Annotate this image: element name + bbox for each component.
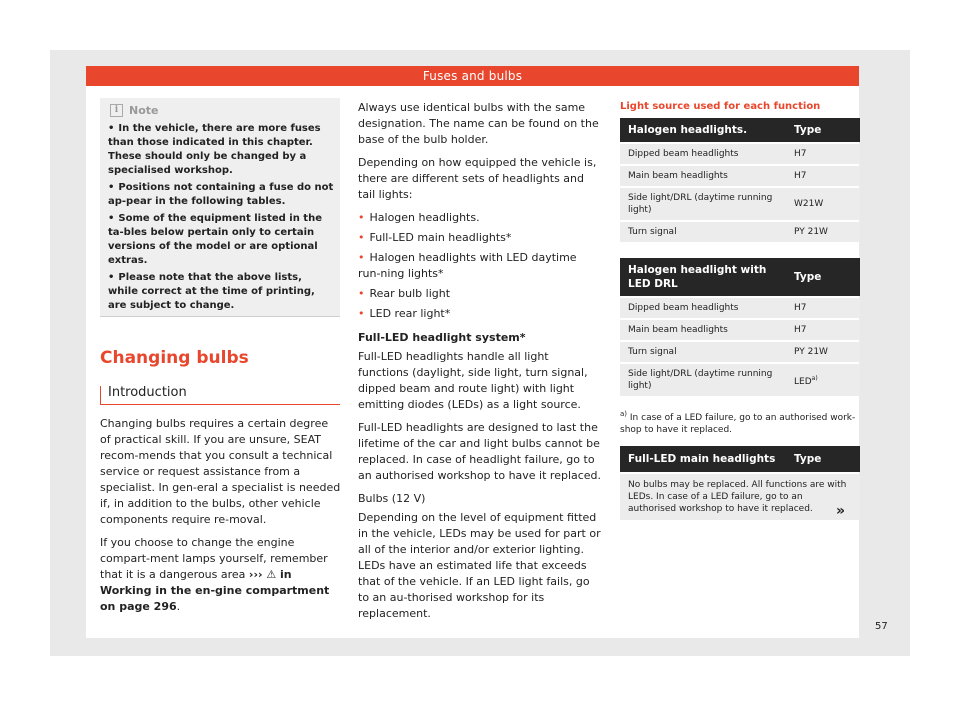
table-cell: Main beam headlights <box>620 166 786 186</box>
footnote-mark: a) <box>620 410 628 418</box>
table-header: Halogen headlights. <box>620 118 786 142</box>
paragraph: Changing bulbs requires a certain degree of practical skill. If you are unsure, SEAT recom-mends that you consult a technical service or request assistance from a specialist. In gen-eral a specialist is needed if, in addition to the bulbs, other vehicle components require re-moval. <box>100 417 341 526</box>
table-row <box>620 320 860 340</box>
cell-text: LED <box>794 376 812 387</box>
left-column <box>100 416 342 622</box>
note-heading <box>110 104 158 117</box>
list-item: • Halogen headlights with LED daytime run-ning lights* <box>358 250 602 282</box>
table-cell <box>786 364 860 396</box>
table-cell: H7 <box>786 144 860 164</box>
paragraph: Always use identical bulbs with the same designation. The name can be found on the base of the bulb holder. <box>358 101 599 146</box>
table-cell: PY 21W <box>786 222 860 242</box>
table-header: Full-LED main headlights <box>620 446 786 472</box>
table-row <box>620 364 860 396</box>
note-list <box>108 122 334 316</box>
table-row <box>620 188 860 220</box>
note-item: • In the vehicle, there are more fuses than those indicated in this chapter. These should only be changed by a specialised workshop. <box>108 122 334 178</box>
info-icon: i <box>110 104 123 117</box>
table-cell: H7 <box>786 298 860 318</box>
subheading: Full-LED headlight system* <box>358 331 526 344</box>
table-cell: H7 <box>786 166 860 186</box>
list-item: • Full-LED main headlights* <box>358 230 602 246</box>
footnote-text: In case of a LED failure, go to an authorised work-shop to have it replaced. <box>620 413 856 435</box>
table-cell: Dipped beam headlights <box>620 144 786 164</box>
table-cell: Side light/DRL (daytime running light) <box>620 188 786 220</box>
full-led-table <box>620 444 860 522</box>
table-header: Type <box>786 258 860 296</box>
table-cell: H7 <box>786 320 860 340</box>
paragraph-end: . <box>176 600 181 613</box>
paragraph: Depending on the level of equipment fitted in the vehicle, LEDs may be used for part or all of the interior and/or exterior lighting. LEDs have an estimated life that exceeds that of the vehicle. If an LED light fails, go to an au-thorised workshop for its replacement. <box>358 511 601 620</box>
paragraph: Full-LED headlights are designed to last the lifetime of the car and light bulbs cannot be replaced. In case of headlight failure, go to an authorised workshop to have it replaced. <box>358 421 602 482</box>
table-cell: Dipped beam headlights <box>620 298 786 318</box>
table-cell: Side light/DRL (daytime running light) <box>620 364 786 396</box>
halogen-led-drl-table <box>620 256 860 398</box>
table-header: Halogen headlight with LED DRL <box>620 258 786 296</box>
note-item: • Please note that the above lists, while correct at the time of printing, are subject to change. <box>108 271 334 313</box>
list-item: • LED rear light* <box>358 306 602 322</box>
paragraph <box>100 535 342 615</box>
paragraph-text: If you choose to change the engine compart-ment lamps yourself, remember that it is a dangerous area <box>100 536 328 581</box>
table-row <box>620 474 860 520</box>
table-row <box>620 298 860 318</box>
halogen-table <box>620 116 860 244</box>
table-cell: Main beam headlights <box>620 320 786 340</box>
footnote-ref: a) <box>811 374 818 382</box>
cross-reference-link[interactable]: ››› ⚠ in Working in the en-gine compartment on page 296 <box>100 568 330 613</box>
section-title: Changing bulbs <box>100 348 249 368</box>
table-header: Type <box>786 446 860 472</box>
table-row <box>620 342 860 362</box>
paragraph: Full-LED headlights handle all light functions (daylight, side light, turn signal, dipped beam and route light) with light emitting diodes (LEDs) as a light source. <box>358 350 588 411</box>
list-item: • Rear bulb light <box>358 286 602 302</box>
middle-column <box>358 100 602 629</box>
subheading: Bulbs (12 V) <box>358 492 426 505</box>
subsection-title: Introduction <box>108 385 187 400</box>
table-cell: Turn signal <box>620 342 786 362</box>
table-cell: PY 21W <box>786 342 860 362</box>
table-cell: No bulbs may be replaced. All functions are with LEDs. In case of a LED failure, go to an authorised workshop to have it replaced. <box>620 474 860 520</box>
page-number: 57 <box>875 621 888 632</box>
note-label: Note <box>129 104 159 117</box>
table-row <box>620 166 860 186</box>
table-header: Type <box>786 118 860 142</box>
footnote <box>620 408 858 436</box>
note-item: • Some of the equipment listed in the ta-bles below pertain only to certain versions of the model or are optional extras. <box>108 212 334 268</box>
table-row <box>620 222 860 242</box>
note-box <box>100 98 340 317</box>
list-item: • Halogen headlights. <box>358 210 602 226</box>
paragraph: Depending on how equipped the vehicle is, there are different sets of headlights and tail lights: <box>358 156 597 201</box>
table-cell: W21W <box>786 188 860 220</box>
note-item: • Positions not containing a fuse do not ap-pear in the following tables. <box>108 181 334 209</box>
continue-arrow-icon: » <box>836 503 846 519</box>
chapter-header: Fuses and bulbs <box>86 66 859 86</box>
table-row <box>620 144 860 164</box>
table-caption: Light source used for each function <box>620 101 821 112</box>
table-cell: Turn signal <box>620 222 786 242</box>
subtitle-rule <box>100 404 340 405</box>
